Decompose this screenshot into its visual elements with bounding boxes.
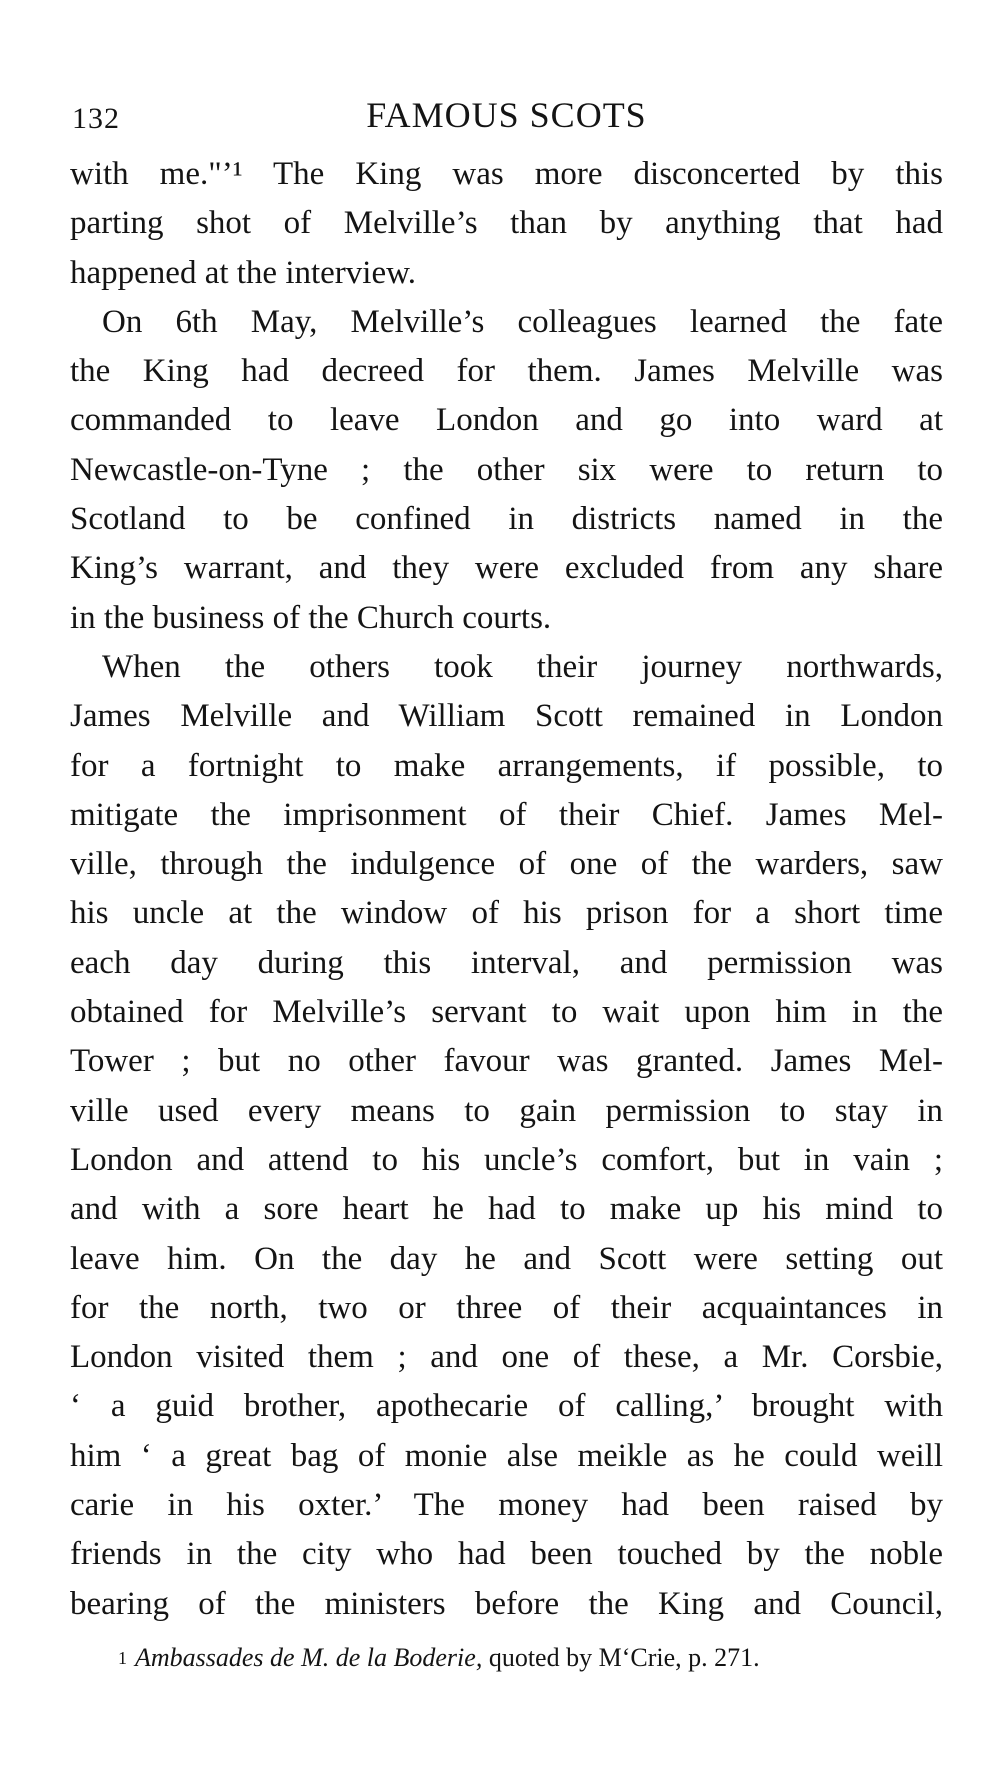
text-line: ville used every means to gain permission to stay in (70, 1092, 943, 1129)
text-line: James Melville and William Scott remained in London (70, 698, 943, 735)
page-number: 132 (72, 102, 120, 135)
text-line: King’s warrant, and they were excluded from any share (70, 550, 943, 587)
text-line: friends in the city who had been touched by the noble (70, 1536, 943, 1573)
text-line: the King had decreed for them. James Melville was (70, 353, 943, 390)
text-line: London and attend to his uncle’s comfort, but in vain ; (70, 1141, 943, 1178)
text-line: commanded to leave London and go into ward at (70, 402, 943, 439)
text-line: happened at the interview. (70, 254, 417, 291)
footnote (70, 1641, 943, 1675)
text-line: On 6th May, Melville’s colleagues learned the fate (102, 303, 943, 340)
text-line: leave him. On the day he and Scott were setting out (70, 1240, 943, 1277)
text-line: bearing of the ministers before the King and Council, (70, 1585, 943, 1622)
text-line: London visited them ; and one of these, a Mr. Corsbie, (70, 1339, 943, 1376)
text-line: mitigate the imprisonment of their Chief. James Mel- (70, 796, 943, 833)
text-line: for the north, two or three of their acquaintances in (70, 1289, 943, 1326)
footnote-title: Ambassades de M. de la Boderie, (135, 1642, 483, 1672)
text-line: obtained for Melville’s servant to wait upon him in the (70, 994, 943, 1031)
text-line: Tower ; but no other favour was granted. James Mel- (70, 1043, 943, 1080)
running-title: FAMOUS SCOTS (366, 95, 647, 135)
running-head (70, 88, 943, 144)
text-line: him ‘ a great bag of monie alse meikle as he could weill (70, 1437, 943, 1474)
text-line: each day during this interval, and permission was (70, 944, 943, 981)
text-line: in the business of the Church courts. (70, 599, 552, 636)
paragraph-3 (70, 643, 943, 1629)
text-line: parting shot of Melville’s than by anything that had (70, 205, 943, 242)
text-line: with me."’¹ The King was more disconcerted by this (70, 156, 943, 192)
text-line: ville, through the indulgence of one of the warders, saw (70, 846, 943, 883)
footnote-text: quoted by M‘Crie, p. 271. (482, 1642, 760, 1672)
text-line: When the others took their journey northwards, (102, 648, 943, 685)
footnote-marker: 1 (118, 1647, 127, 1668)
text-line: Scotland to be confined in districts named in the (70, 501, 943, 538)
paragraph-1 (70, 150, 943, 298)
text-line: and with a sore heart he had to make up his mind to (70, 1191, 943, 1228)
text-line: carie in his oxter.’ The money had been raised by (70, 1487, 943, 1524)
text-line: ‘ a guid brother, apothecarie of calling,’ brought with (70, 1388, 943, 1425)
text-line: for a fortnight to make arrangements, if possible, to (70, 747, 943, 784)
book-page (70, 88, 943, 1675)
text-line: his uncle at the window of his prison for a short time (70, 895, 943, 932)
text-body (70, 150, 943, 1629)
paragraph-2 (70, 298, 943, 643)
text-line: Newcastle-on-Tyne ; the other six were to return to (70, 451, 943, 488)
